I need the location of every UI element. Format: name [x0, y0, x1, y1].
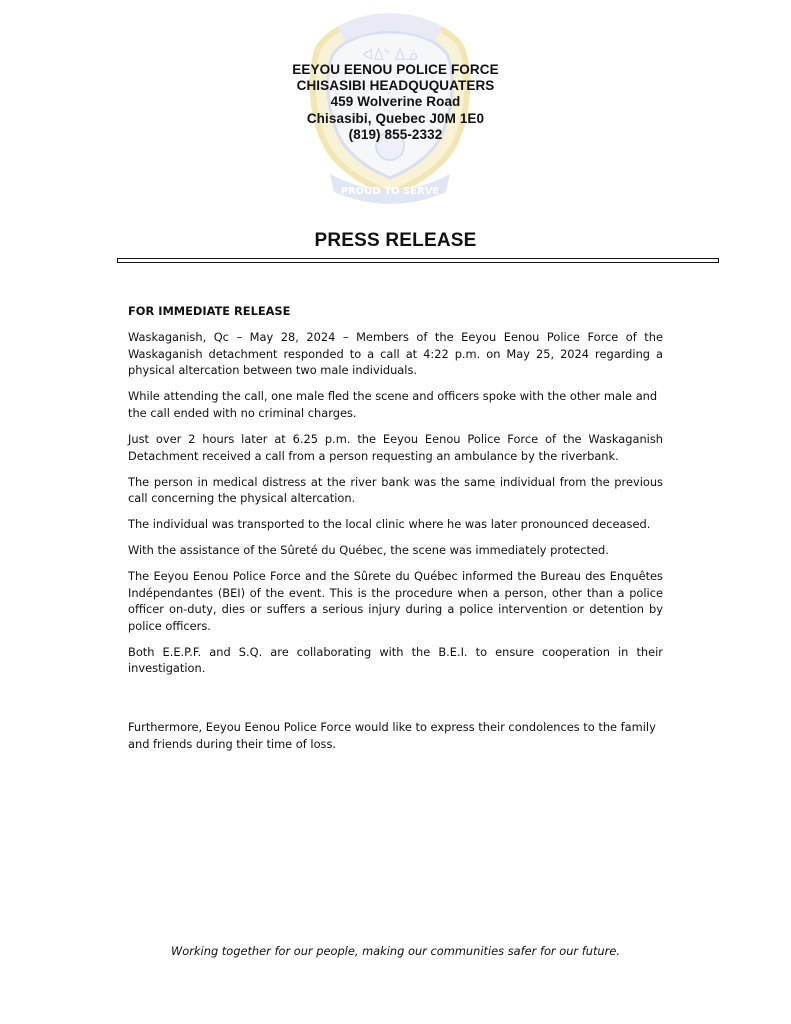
crest-motto: PROUD TO SERVE: [340, 186, 440, 197]
paragraph-6: With the assistance of the Sûreté du Québec, the scene was immediately protected.: [128, 543, 609, 558]
paragraph-3: Just over 2 hours later at 6.25 p.m. the Eeyou Eenou Police Force of the Waskaganish Detachment received a call from a person requesting an ambulance by the riverbank.: [128, 431, 663, 463]
paragraph-5: The individual was transported to the local clinic where he was later pronounced deceased.: [128, 517, 651, 532]
paragraph-9: Furthermore, Eeyou Eenou Police Force would like to express their condolences to the family and friends during their time of loss.: [128, 720, 656, 751]
paragraph-1: Waskaganish, Qc – May 28, 2024 – Members of the Eeyou Eenou Police Force of the Waskaganish detachment responded to a call at 4:22 p.m. on May 25, 2024 regarding a physical altercation between two male individuals.: [128, 330, 663, 378]
crest-syllabics: ᐊᐃᔾ ᐃᓅ: [362, 46, 418, 64]
headquarters-name: CHISASIBI HEADQUQUATERS: [296, 78, 495, 94]
document-title: PRESS RELEASE: [314, 230, 477, 251]
paragraph-7: The Eeyou Eenou Police Force and the Sûrete du Québec informed the Bureau des Enquêtes Indépendantes (BEI) of the event. This is the procedure when a person, other than a police officer on-duty, dies or suffers a serious injury during a police intervention or detention by police officers.: [128, 569, 663, 633]
city-address: Chisasibi, Quebec J0M 1E0: [306, 110, 485, 126]
title-divider: [117, 258, 719, 263]
organization-name: EEYOU EENOU POLICE FORCE: [292, 62, 499, 77]
spacer: [128, 686, 663, 719]
paragraph-4: The person in medical distress at the river bank was the same individual from the previous call concerning the physical altercation.: [128, 474, 663, 506]
release-heading: FOR IMMEDIATE RELEASE: [128, 304, 291, 318]
paragraph-8: Both E.E.P.F. and S.Q. are collaborating with the B.E.I. to ensure cooperation in their investigation.: [128, 644, 663, 676]
footer-tagline: Working together for our people, making our communities safer for our future.: [171, 944, 620, 958]
street-address: 459 Wolverine Road: [330, 94, 461, 110]
phone-number: (819) 855-2332: [348, 126, 443, 142]
paragraph-2: While attending the call, one male fled the scene and officers spoke with the other male and the call ended with no criminal charges.: [128, 389, 658, 420]
press-release-body: [128, 303, 663, 762]
letterhead: [0, 62, 791, 143]
